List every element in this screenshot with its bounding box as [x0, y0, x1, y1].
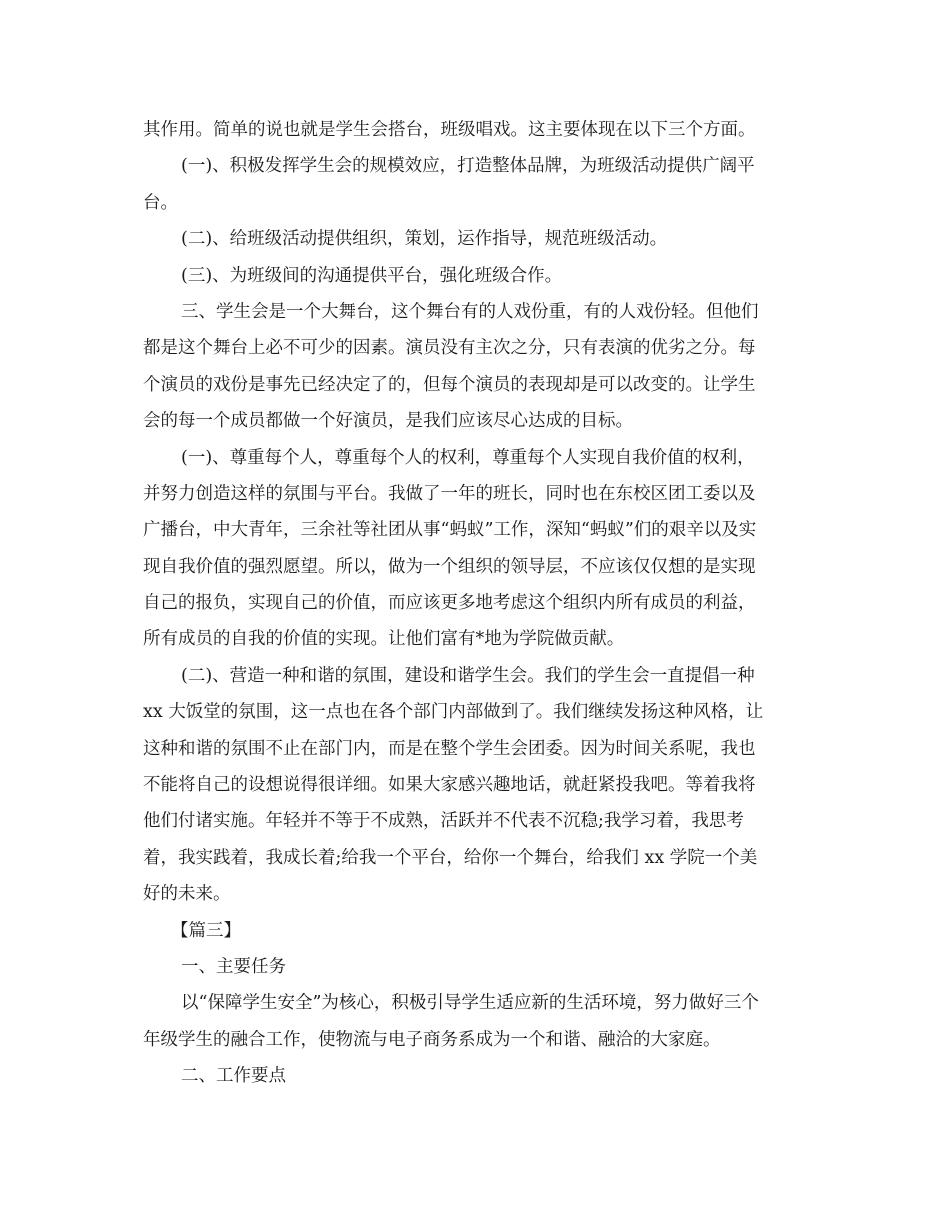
paragraph-line: 他们付诸实施。年轻并不等于不成熟，活跃并不代表不沉稳;我学习着，我思考	[143, 811, 744, 832]
subsection-heading: 二、工作要点	[181, 1066, 286, 1087]
paragraph-line: 广播台，中大青年，三余社等社团从事“蚂蚁”工作，深知“蚂蚁”们的艰辛以及实	[143, 520, 757, 541]
document-body	[143, 112, 803, 1095]
paragraph-line: (二)、营造一种和谐的氛围，建设和谐学生会。我们的学生会一直提倡一种	[181, 665, 755, 686]
paragraph-line: (一)、积极发挥学生会的规模效应，打造整体品牌，为班级活动提供广阔平	[181, 156, 755, 177]
section-heading: 【篇三】	[171, 920, 241, 941]
paragraph-line: (二)、给班级活动提供组织，策划，运作指导，规范班级活动。	[181, 229, 668, 250]
paragraph-line: 自己的报负，实现自己的价值，而应该更多地考虑这个组织内所有成员的利益，	[143, 593, 756, 614]
paragraph-line: xx 大饭堂的氛围，这一点也在各个部门内部做到了。我们继续发扬这种风格，让	[143, 702, 764, 723]
paragraph-line: 个演员的戏份是事先已经决定了的，但每个演员的表现却是可以改变的。让学生	[143, 374, 756, 395]
paragraph-line: 不能将自己的设想说得很详细。如果大家感兴趣地话，就赶紧投我吧。等着我将	[143, 775, 756, 796]
paragraph-line: (一)、尊重每个人，尊重每个人的权利，尊重每个人实现自我价值的权利，	[181, 447, 755, 468]
paragraph-line: 这种和谐的氛围不止在部门内，而是在整个学生会团委。因为时间关系呢，我也	[143, 738, 756, 759]
paragraph-line: 以“保障学生安全”为核心，积极引导学生适应新的生活环境，努力做好三个	[181, 993, 759, 1014]
paragraph-line: 所有成员的自我的价值的实现。让他们富有*地为学院做贡献。	[143, 629, 625, 650]
paragraph-line: 年级学生的融合工作，使物流与电子商务系成为一个和谐、融洽的大家庭。	[143, 1029, 721, 1050]
paragraph-line: 并努力创造这样的氛围与平台。我做了一年的班长，同时也在东校区团工委以及	[143, 483, 756, 504]
paragraph-line: 其作用。简单的说也就是学生会搭台，班级唱戏。这主要体现在以下三个方面。	[143, 120, 756, 140]
paragraph-line: 三、学生会是一个大舞台，这个舞台有的人戏份重，有的人戏份轻。但他们	[181, 301, 759, 322]
paragraph-line: 台。	[143, 192, 178, 213]
paragraph-line: (三)、为班级间的沟通提供平台，强化班级合作。	[181, 265, 563, 286]
paragraph-line: 着，我实践着，我成长着;给我一个平台，给你一个舞台，给我们 xx 学院一个美	[143, 847, 758, 868]
paragraph-line: 会的每一个成员都做一个好演员，是我们应该尽心达成的目标。	[143, 411, 633, 432]
paragraph-line: 现自我价值的强烈愿望。所以，做为一个组织的领导层，不应该仅仅想的是实现	[143, 556, 756, 577]
paragraph-line: 都是这个舞台上必不可少的因素。演员没有主次之分，只有表演的优劣之分。每	[143, 338, 756, 359]
subsection-heading: 一、主要任务	[181, 956, 286, 977]
paragraph-line: 好的未来。	[143, 884, 231, 905]
